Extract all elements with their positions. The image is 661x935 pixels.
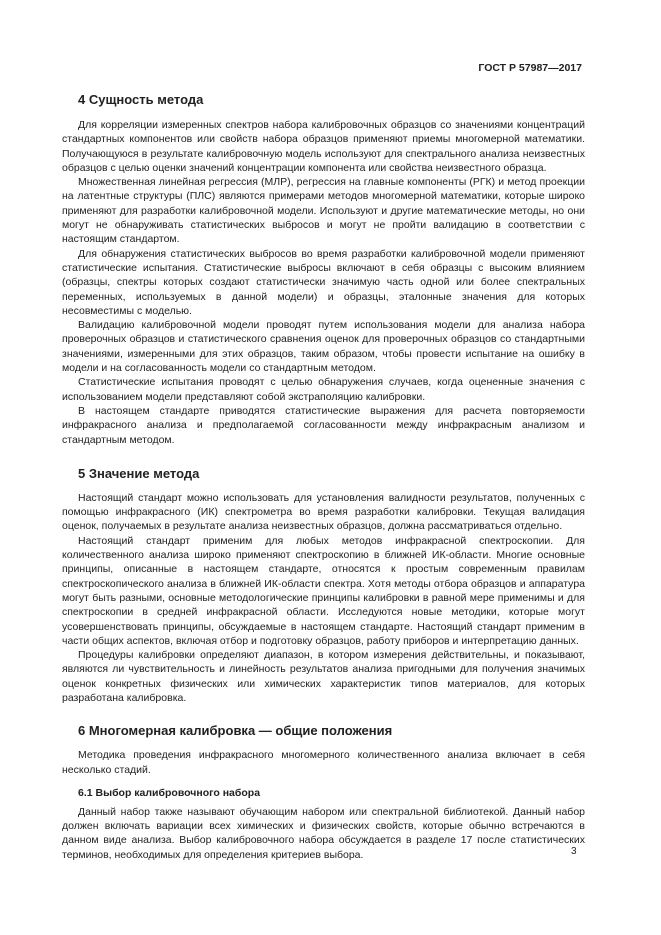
section-5-paragraph-3: Процедуры калибровки определяют диапазон, в котором измерения действительны, и показывают, являются ли чувствительность и линейность результатов анализа пригодными для получения значимых оценок конкретных физических или химических характеристик типов материалов, для которых разработана калибровка.: [62, 649, 585, 704]
section-4-paragraph-4: Валидацию калибровочной модели проводят путем использования модели для анализа набора проверочных образцов и статистического сравнения оценок для проверочных образцов со стандартными значениями, измеренными для этих образцов, таким образом, чтобы провести испытание на ошибку в модели и на согласованность модели со стандартным методом.: [62, 319, 585, 375]
section-6-heading: 6 Многомерная калибровка — общие положения: [78, 723, 393, 739]
subsection-6-1-paragraph-1: Данный набор также называют обучающим набором или спектральной библиотекой. Данный набор должен включать вариации всех химических и физических свойств, которые обычно встречаются в данном виде анализа. Выбор калибровочного набора обсуждается в разделе 17 после статистических терминов, необходимых для определения критериев выбора.: [62, 805, 585, 861]
section-5-paragraph-2: Настоящий стандарт применим для любых методов инфракрасной спектроскопии. Для количественного анализа широко применяют спектроскопию в ближней ИК-области. Многие основные принципы, описанные в настоящем стандарте, относятся к простым современным правилам спектроскопического анализа в ближней ИК-области спектра. Хотя методы отбора образцов и аппаратура могут быть разными, основные методологические принципы калибровки в равной мере применимы и для спектроскопии в средней инфракрасной области. Исследуются новые методики, которые могут усовершенствовать принципы, обсуждаемые в настоящем стандарте. Настоящий стандарт применим в части общих аспектов, включая отбор и подготовку образцов, работу приборов и интерпретацию данных.: [62, 534, 585, 647]
section-4-paragraph-5: Статистические испытания проводят с целью обнаружения случаев, когда оцененные значения с использованием модели представляют собой экстраполяцию калибровки.: [62, 376, 585, 403]
section-4-paragraph-3: Для обнаружения статистических выбросов во время разработки калибровочной модели применяют статистические испытания. Статистические выбросы включают в себя образцы с высоким влиянием (образцы, спектры которых создают статистически значимую часть одной или более спектральных переменных, используемых в данной модели) и образцы, эталонные значения для которых несовместимы с моделью.: [62, 247, 585, 317]
page-content: [62, 91, 585, 862]
subsection-6-1-heading: 6.1 Выбор калибровочного набора: [78, 786, 261, 799]
page-number: 3: [571, 846, 577, 857]
document-code: ГОСТ Р 57987—2017: [478, 62, 582, 74]
section-4-paragraph-1: Для корреляции измеренных спектров набора калибровочных образцов со значениями концентраций стандартных компонентов или свойств набора образцов применяют приемы многомерной математики. Получающуюся в результате калибровочную модель используют для спектрального анализа неизвестных образцов с целью оценки значений концентрации компонента или свойства неизвестного образца.: [62, 119, 585, 174]
section-5-heading: 5 Значение метода: [78, 465, 200, 481]
section-4-paragraph-2: Множественная линейная регрессия (МЛР), регрессия на главные компоненты (РГК) и метод проекции на латентные структуры (ПЛС) являются примерами методов многомерной математики, которые широко применяют для разработки калибровочной модели. Используют и другие математические методы, но они могут не обнаруживать статистических выбросов и могут не пройти валидацию в соответствии с настоящим стандартом.: [62, 176, 585, 246]
section-4-heading: 4 Сущность метода: [78, 92, 204, 107]
section-6-paragraph-1: Методика проведения инфракрасного многомерного количественного анализа включает в себя несколько стадий.: [62, 749, 585, 776]
section-5-paragraph-1: Настоящий стандарт можно использовать для установления валидности результатов, полученных с помощью инфракрасного (ИК) спектрометра во время разработки калибровки. Текущая валидация оценок, получаемых в результате анализа неизвестных образцов, должна рассматриваться отдельно.: [62, 491, 585, 533]
section-4-paragraph-6: В настоящем стандарте приводятся статистические выражения для расчета повторяемости инфракрасного анализа и предполагаемой согласованности между инфракрасным анализом и стандартным методом.: [62, 404, 585, 446]
